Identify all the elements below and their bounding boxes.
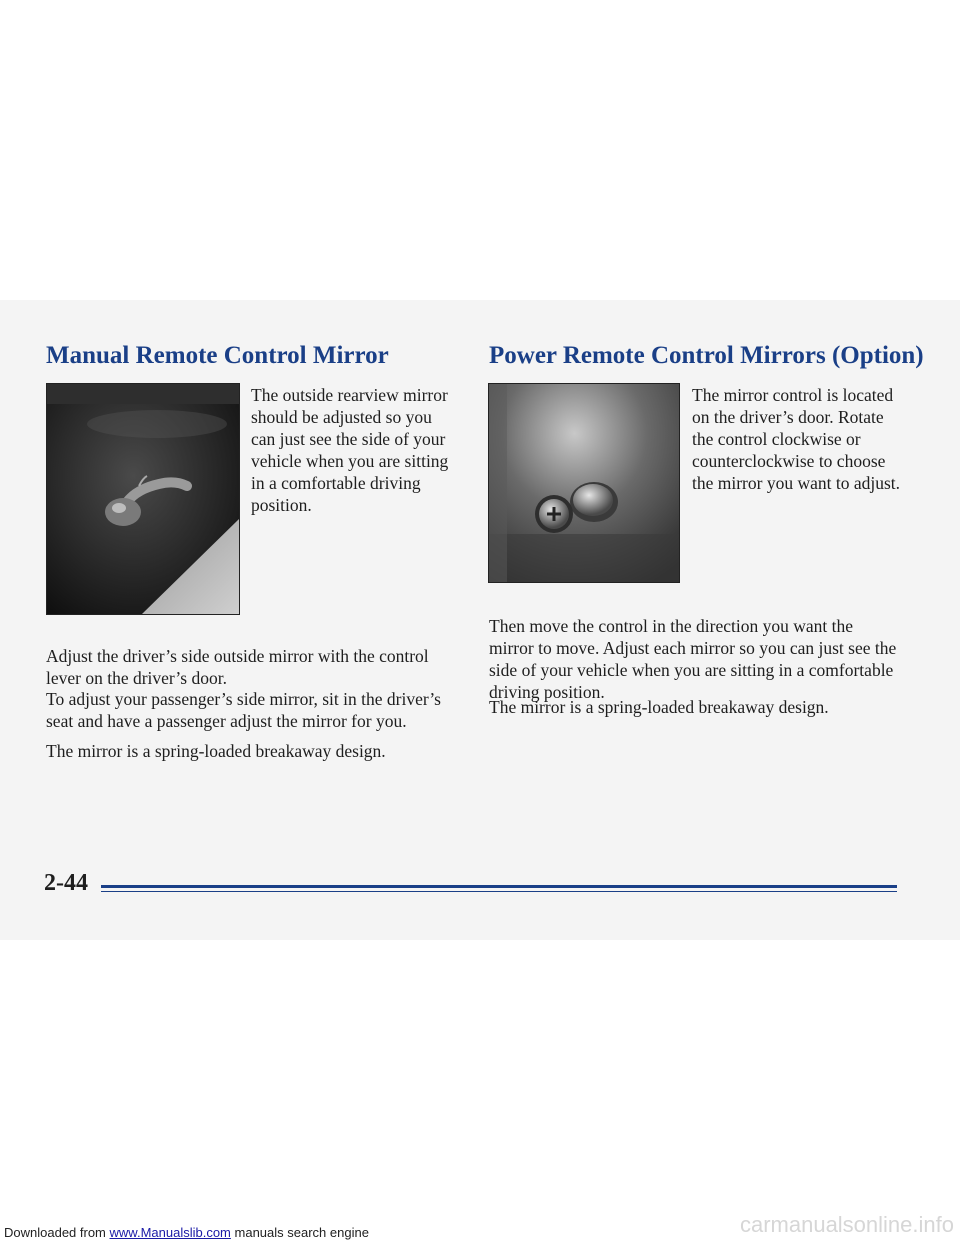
footer-rule	[101, 885, 897, 892]
left-paragraph-2: To adjust your passenger’s side mirror, sit in the driver’s seat and have a passenger adjust the mirror for you.	[46, 689, 441, 731]
right-side-text: The mirror control is located on the driver’s door. Rotate the control clockwise or counterclockwise to choose the mirror you want to adjust.	[692, 385, 901, 493]
watermark: carmanualsonline.info	[739, 1212, 954, 1237]
page-number: 2-44	[44, 870, 88, 896]
footer-suffix: manuals search engine	[234, 1225, 369, 1240]
left-section-title: Manual Remote Control Mirror	[46, 342, 389, 369]
left-paragraph-3: The mirror is a spring-loaded breakaway design.	[46, 741, 386, 761]
power-mirror-control-photo	[488, 383, 680, 583]
right-paragraph-1: Then move the control in the direction you want the mirror to move. Adjust each mirror so you can just see the side of your vehicle when you are sitting in a comfortable driving position.	[489, 616, 897, 702]
download-footer	[4, 1225, 369, 1240]
left-side-text: The outside rearview mirror should be adjusted so you can just see the side of your vehicle when you are sitting in a comfortable driving position.	[251, 385, 449, 515]
right-section-title: Power Remote Control Mirrors (Option)	[489, 342, 924, 369]
footer-prefix: Downloaded from	[4, 1225, 106, 1240]
left-paragraph-1: Adjust the driver’s side outside mirror with the control lever on the driver’s door.	[46, 646, 429, 688]
manual-mirror-lever-photo	[46, 383, 240, 615]
manualslib-link[interactable]: www.Manualslib.com	[109, 1225, 231, 1240]
right-paragraph-2: The mirror is a spring-loaded breakaway design.	[489, 697, 829, 717]
